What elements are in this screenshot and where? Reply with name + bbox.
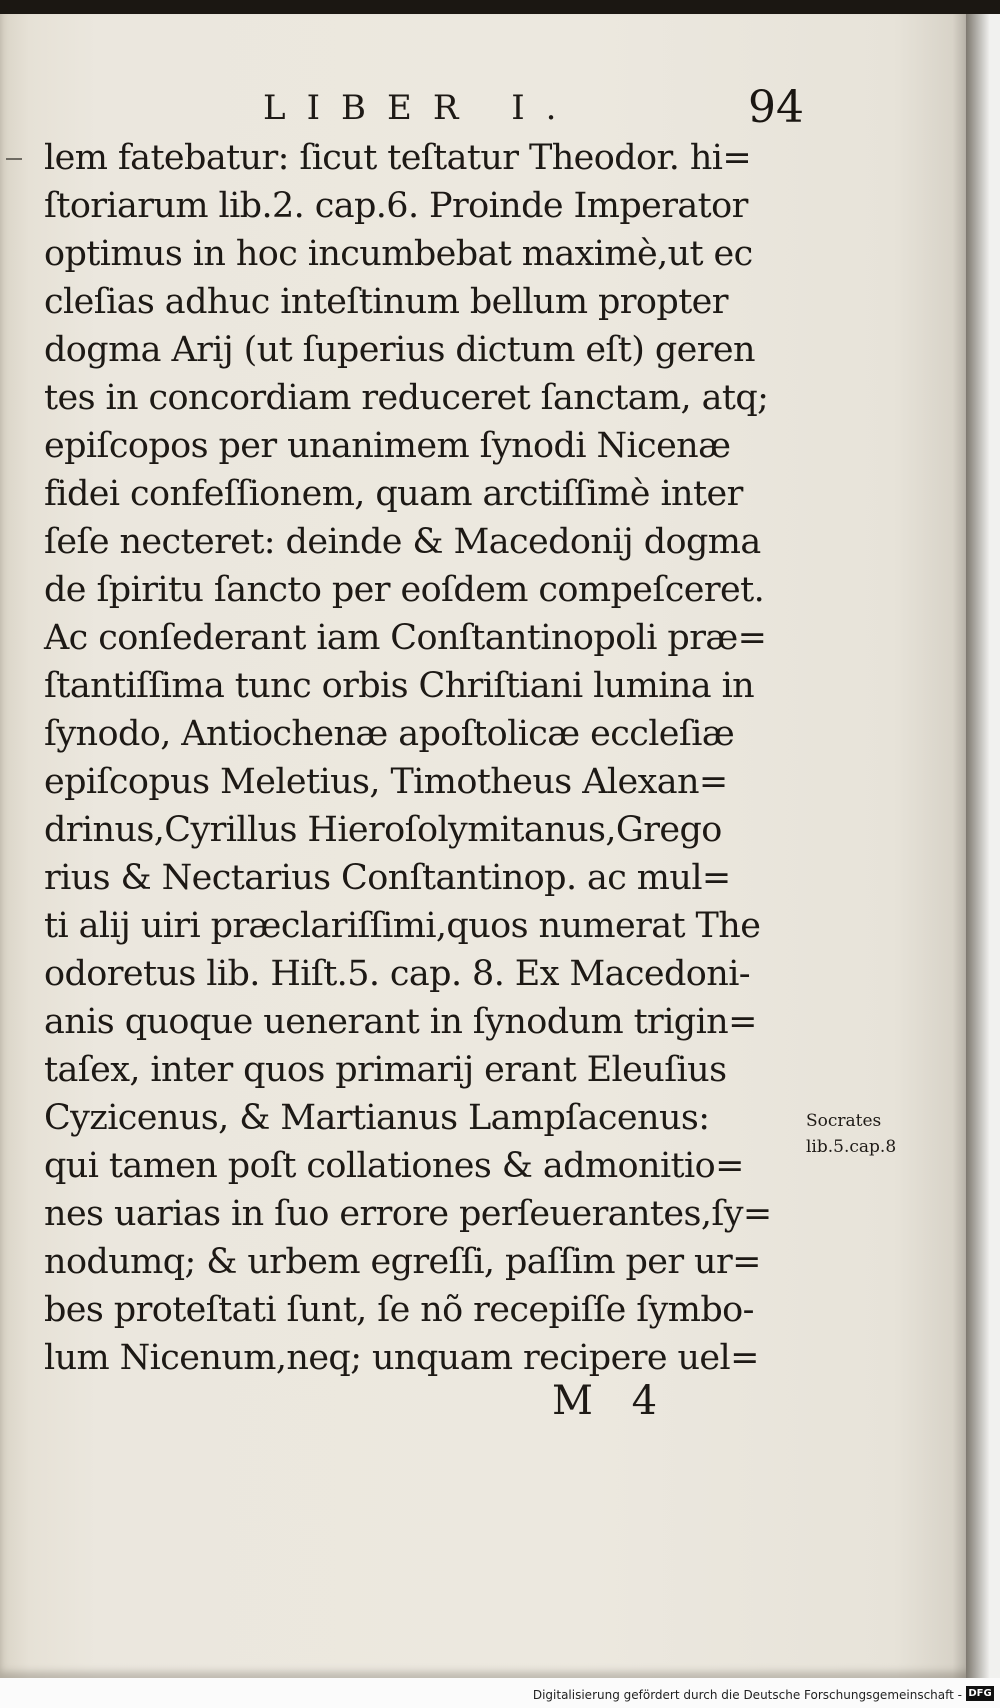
text-line: rius & Nectarius Conſtantinop. ac mul= (44, 858, 731, 898)
text-line: Cyzicenus, & Martianus Lampſacenus: (44, 1098, 710, 1138)
text-line: taſex, inter quos primarij erant Eleuſius (44, 1050, 727, 1090)
margin-tick-mark (6, 158, 22, 160)
text-line: cleſias adhuc inteſtinum bellum propter (44, 282, 728, 322)
text-line: bes proteſtati ſunt, ſe nõ recepiſſe ſymbo- (44, 1290, 754, 1330)
text-line: Ac conſederant iam Conſtantinopoli præ= (44, 618, 767, 658)
text-line: tes in concordiam reduceret ſanctam, atq; (44, 378, 769, 418)
text-line: nes uarias in ſuo errore perſeuerantes,ſy= (44, 1194, 772, 1234)
text-line: ti alij uiri præclariſſimi,quos numerat The (44, 906, 761, 946)
text-line: qui tamen poſt collationes & admonitio= (44, 1146, 744, 1186)
page-number: 94 (748, 82, 804, 133)
text-line: anis quoque uenerant in ſynodum trigin= (44, 1002, 757, 1042)
page-header (48, 84, 808, 134)
margin-note (806, 1108, 926, 1160)
text-line: odoretus lib. Hiſt.5. cap. 8. Ex Macedoni- (44, 954, 751, 994)
page-edge-shadow (966, 14, 1000, 1678)
text-line: optimus in hoc incumbebat maximè,ut ec (44, 234, 753, 274)
text-line: ſtantiſſima tunc orbis Chriſtiani lumina in (44, 666, 755, 706)
margin-note-reference: lib.5.cap.8 (806, 1137, 897, 1157)
text-line: ſynodo, Antiochenæ apoſtolicæ eccleſiæ (44, 714, 735, 754)
margin-note-author: Socrates (806, 1111, 882, 1131)
text-line: epiſcopus Meletius, Timotheus Alexan= (44, 762, 728, 802)
signature-mark: M 4 (552, 1378, 658, 1424)
text-line: fidei confeſſionem, quam arctiſſimè inter (44, 474, 743, 514)
body-text (44, 134, 804, 1382)
dfg-logo: DFG (966, 1686, 994, 1701)
text-line: epiſcopos per unanimem ſynodi Nicenæ (44, 426, 731, 466)
text-line: ſeſe necteret: deinde & Macedonij dogma (44, 522, 761, 562)
text-line: de ſpiritu ſancto per eoſdem compeſceret. (44, 570, 765, 610)
text-line: drinus,Cyrillus Hieroſolymitanus,Grego (44, 810, 722, 850)
text-line: nodumq; & urbem egreſſi, paſſim per ur= (44, 1242, 761, 1282)
funding-credit: Digitalisierung gefördert durch die Deutsche Forschungsgemeinschaft - (532, 1688, 962, 1702)
text-line: dogma Arij (ut ſuperius dictum eſt) geren (44, 330, 755, 370)
text-line: ſtoriarum lib.2. cap.6. Proinde Imperator (44, 186, 748, 226)
text-line: lum Nicenum,neq; unquam recipere uel= (44, 1338, 759, 1378)
text-line: lem fatebatur: ſicut teſtatur Theodor. hi= (44, 138, 752, 178)
running-head: LIBER I. (263, 88, 578, 128)
scan-top-edge (0, 0, 1000, 14)
